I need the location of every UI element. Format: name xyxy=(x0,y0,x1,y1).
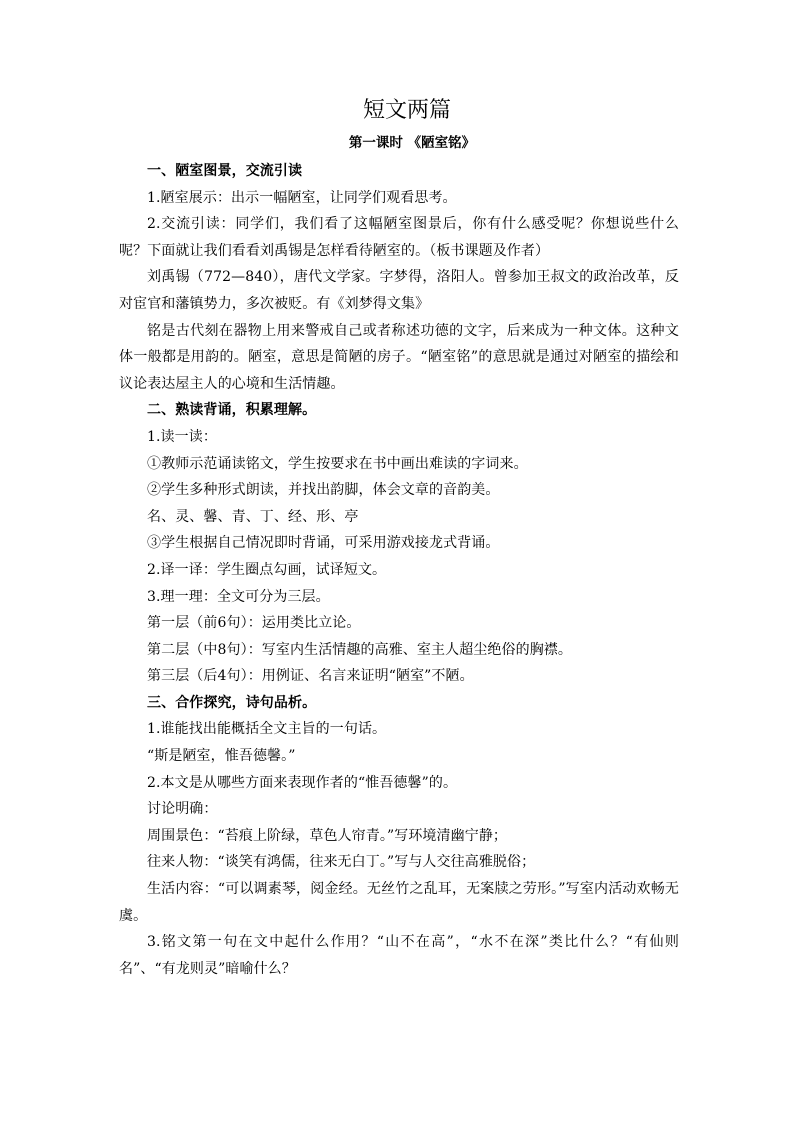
paragraph: “斯是陋室，惟吾德馨。” xyxy=(147,748,296,765)
paragraph: 周围景色：“苔痕上阶绿，草色人帘青。”写环境清幽宁静； xyxy=(147,827,508,844)
section-heading-2: 二、熟读背诵，积累理解。 xyxy=(147,402,317,419)
paragraph: 3.铭文第一句在文中起什么作用？“山不在高”，“水不在深”类比什么？“有仙则名”、“有龙则灵”暗喻什么？ xyxy=(119,934,679,977)
paragraph: 1.陋室展示：出示一幅陋室，让同学们观看思考。 xyxy=(147,189,457,206)
paragraph: 2.译一译：学生圈点勾画，试译短文。 xyxy=(147,561,387,578)
paragraph: 往来人物：“谈笑有鸿儒，往来无白丁。”写与人交往高雅脱俗； xyxy=(147,854,536,871)
paragraph: 第三层（后4句）：用例证、名言来证明“陋室”不陋。 xyxy=(147,668,474,685)
paragraph: 生活内容：“可以调素琴，阅金经。无丝竹之乱耳，无案牍之劳形。”写室内活动欢畅无虞。 xyxy=(119,881,679,924)
paragraph: 第二层（中8句）：写室内生活情趣的高雅、室主人超尘绝俗的胸襟。 xyxy=(147,641,573,658)
paragraph: 铭是古代刻在器物上用来警戒自己或者称述功德的文字，后来成为一种文体。这种文体一般都是用韵的。陋室，意思是简陋的房子。“陋室铭”的意思就是通过对陋室的描绘和议论表达屋主人的心境和生活情趣。 xyxy=(119,322,679,392)
paragraph: 3.理一理：全文可分为三层。 xyxy=(147,588,330,605)
paragraph: 2.交流引读：同学们，我们看了这幅陋室图景后，你有什么感受呢？你想说些什么呢？下面就让我们看看刘禹锡是怎样看待陋室的。（板书课题及作者） xyxy=(119,216,679,259)
paragraph: 第一层（前6句）：运用类比立论。 xyxy=(147,615,361,632)
page-title: 短文两篇 xyxy=(362,98,451,123)
lesson-subtitle: 第一课时 《陋室铭》 xyxy=(348,135,476,151)
paragraph: ③学生根据自己情况即时背诵，可采用游戏接龙式背诵。 xyxy=(147,535,500,552)
paragraph: 刘禹锡（772—840），唐代文学家。字梦得，洛阳人。曾参加王叔文的政治改革，反对宦官和藩镇势力，多次被贬。有《刘梦得文集》 xyxy=(119,269,679,312)
paragraph: 名、灵、馨、青、丁、经、形、亭 xyxy=(147,508,359,525)
paragraph: 1.读一读： xyxy=(147,428,217,445)
section-heading-1: 一、陋室图景，交流引读 xyxy=(147,163,303,179)
document-body xyxy=(119,96,679,982)
paragraph: 讨论明确： xyxy=(147,801,218,818)
paragraph: ①教师示范诵读铭文，学生按要求在书中画出难读的字词来。 xyxy=(147,455,528,472)
paragraph: 2.本文是从哪些方面来表现作者的“惟吾德馨”的。 xyxy=(147,774,458,791)
section-heading-3: 三、合作探究，诗句品析。 xyxy=(147,694,317,711)
paragraph: ②学生多种形式朗读，并找出韵脚，体会文章的音韵美。 xyxy=(147,482,500,499)
paragraph: 1.谁能找出能概括全文主旨的一句话。 xyxy=(147,721,387,738)
